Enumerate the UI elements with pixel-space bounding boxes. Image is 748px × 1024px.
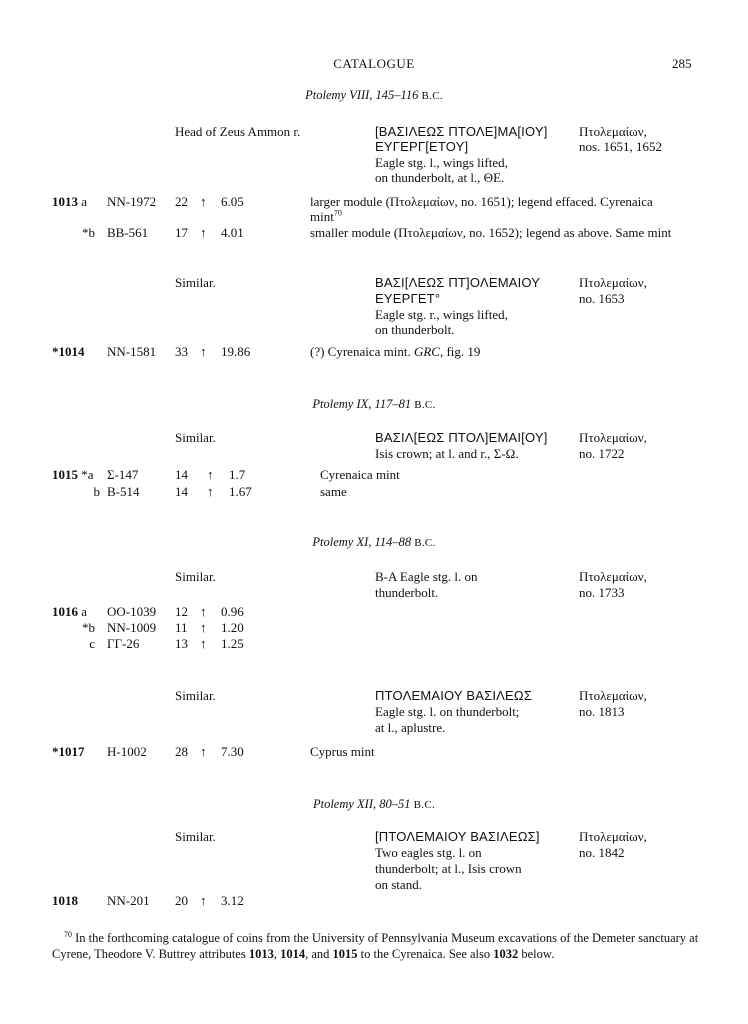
accession-number: NN-201 [107,893,150,908]
footnote: $^{70}$ In the forthcoming catalogue of coins from the University of Pennsylvania Museum excavations of the Demeter sanctuary at Cyrene, Theodore V. Buttrey attributes 1013, 1014, and 1015 to the Cyrenaica. See also 1032 below. [52,929,699,961]
die-axis-arrow-icon: ↑ [200,744,207,759]
coin-weight: 6.05 [221,194,244,209]
entry-note: (?) Cyrenaica mint. GRC, fig. 19 [310,344,481,359]
coin-size: 20 [175,893,188,908]
catalogue-number: 1016 a [52,604,88,619]
coin-size: 11 [175,620,188,635]
legend-line: ΕΥΓΕΡΓ[ΕΤΟΥ] [375,139,469,154]
section-name: Ptolemy XI, 114–88 [312,535,412,549]
section-title [0,88,748,104]
coin-weight: 1.67 [229,484,252,499]
reverse-description: Β-Α Eagle stg. l. on [375,569,478,584]
entry-note: smaller module (Πτολεμαίων, no. 1652); legend as above. Same mint [310,225,672,240]
coin-weight: 3.12 [221,893,244,908]
catalogue-number: *1014 [52,344,85,359]
accession-number: ΟΟ-1039 [107,604,157,619]
coin-size: 28 [175,744,188,759]
entry-note: same [320,484,347,499]
reverse-description: Two eagles stg. l. on [375,845,482,860]
coin-size: 14 [175,467,188,482]
coin-weight: 7.30 [221,744,244,759]
die-axis-arrow-icon: ↑ [207,484,214,499]
accession-number: ΓΓ-26 [107,636,140,651]
reverse-description: Isis crown; at l. and r., Σ-Ω. [375,446,519,461]
obverse-description: Similar. [175,275,216,290]
die-axis-arrow-icon: ↑ [200,344,207,359]
obverse-description: Similar. [175,829,216,844]
obverse-description: Similar. [175,430,216,445]
reference: no. 1813 [579,704,625,719]
catalogue-subletter: *b [82,620,95,635]
section-title [0,535,748,551]
coin-size: 12 [175,604,188,619]
reference: no. 1733 [579,585,625,600]
catalogue-subletter: b [93,484,100,499]
reference: no. 1653 [579,291,625,306]
legend-line: ΒΑΣΙ[ΛΕΩΣ ΠΤ]ΟΛΕΜΑΙΟΥ [375,275,541,290]
section-name: Ptolemy XII, 80–51 [312,797,411,811]
obverse-description: Similar. [175,688,216,703]
footnote-mark: 70 [64,929,72,939]
catalogue-number: 1015 *a [52,467,94,482]
reference: Πτολεμαίων, [579,124,647,139]
reference: nos. 1651, 1652 [579,139,663,154]
reverse-description: thunderbolt; at l., Isis crown [375,861,522,876]
reference: Πτολεμαίων, [579,275,647,290]
page-number: 285 [672,56,692,71]
reverse-description: Eagle stg. l., wings lifted, [375,155,508,170]
section-era: B.C. [413,799,436,811]
section-title [0,397,748,413]
catalogue-subletter: c [89,636,95,651]
section-name: Ptolemy IX, 117–81 [312,397,412,411]
entry-note: larger module (Πτολεμαίων, no. 1651); legend effaced. Cyrenaica mint$^{70}$ [310,194,653,224]
accession-number: Σ-147 [107,467,139,482]
die-axis-arrow-icon: ↑ [200,636,207,651]
coin-weight: 1.7 [229,467,246,482]
accession-number: BB-561 [107,225,149,240]
coin-size: 14 [175,484,188,499]
die-axis-arrow-icon: ↑ [207,467,214,482]
catalogue-subletter: *b [82,225,95,240]
running-header: CATALOGUE [333,56,415,71]
legend-line: [ΠΤΟΛΕΜΑΙΟΥ ΒΑΣΙΛΕΩΣ] [375,829,540,844]
reference: Πτολεμαίων, [579,829,647,844]
accession-number: NN-1581 [107,344,157,359]
reverse-description: thunderbolt. [375,585,439,600]
die-axis-arrow-icon: ↑ [200,893,207,908]
section-era: B.C. [414,537,436,549]
section-name: Ptolemy VIII, 145–116 [305,88,419,102]
legend-line: ΕΥΕΡΓΕΤ° [375,291,441,306]
catalogue-number: *1017 [52,744,85,759]
coin-size: 22 [175,194,188,209]
accession-number: Η-1002 [107,744,147,759]
reference: no. 1842 [579,845,625,860]
entry-note: Cyprus mint [310,744,375,759]
coin-weight: 0.96 [221,604,244,619]
obverse-description: Head of Zeus Ammon r. [175,124,301,139]
die-axis-arrow-icon: ↑ [200,194,207,209]
reverse-description: Eagle stg. l. on thunderbolt; [375,704,520,719]
legend-line: ΠΤΟΛΕΜΑΙΟΥ ΒΑΣΙΛΕΩΣ [375,688,533,703]
legend-line: [ΒΑΣΙΛΕΩΣ ΠΤΟΛΕ]ΜΑ[ΙΟΥ] [375,124,548,139]
coin-weight: 1.20 [221,620,244,635]
accession-number: NN-1972 [107,194,157,209]
die-axis-arrow-icon: ↑ [200,620,207,635]
reverse-description: on stand. [375,877,422,892]
coin-weight: 1.25 [221,636,244,651]
section-era: B.C. [414,399,436,411]
obverse-description: Similar. [175,569,216,584]
coin-size: 17 [175,225,188,240]
catalogue-number: 1018 [52,893,78,908]
section-era: B.C. [421,90,443,102]
footnote-ref: 70 [333,208,342,218]
reference: no. 1722 [579,446,625,461]
section-title [0,797,748,813]
reference: Πτολεμαίων, [579,569,647,584]
die-axis-arrow-icon: ↑ [200,604,207,619]
catalogue-number: 1013 a [52,194,88,209]
coin-weight: 19.86 [221,344,251,359]
accession-number: Β-514 [107,484,140,499]
reverse-description: at l., aplustre. [375,720,446,735]
die-axis-arrow-icon: ↑ [200,225,207,240]
coin-size: 13 [175,636,188,651]
reverse-description: on thunderbolt. [375,322,455,337]
reverse-description: on thunderbolt, at l., ΘΕ. [375,170,505,185]
coin-weight: 4.01 [221,225,244,240]
entry-note: Cyrenaica mint [320,467,400,482]
reverse-description: Eagle stg. r., wings lifted, [375,307,508,322]
reference: Πτολεμαίων, [579,688,647,703]
coin-size: 33 [175,344,188,359]
accession-number: ΝΝ-1009 [107,620,157,635]
reference: Πτολεμαίων, [579,430,647,445]
legend-line: ΒΑΣΙΛ[ΕΩΣ ΠΤΟΛ]ΕΜΑΙ[ΟΥ] [375,430,548,445]
